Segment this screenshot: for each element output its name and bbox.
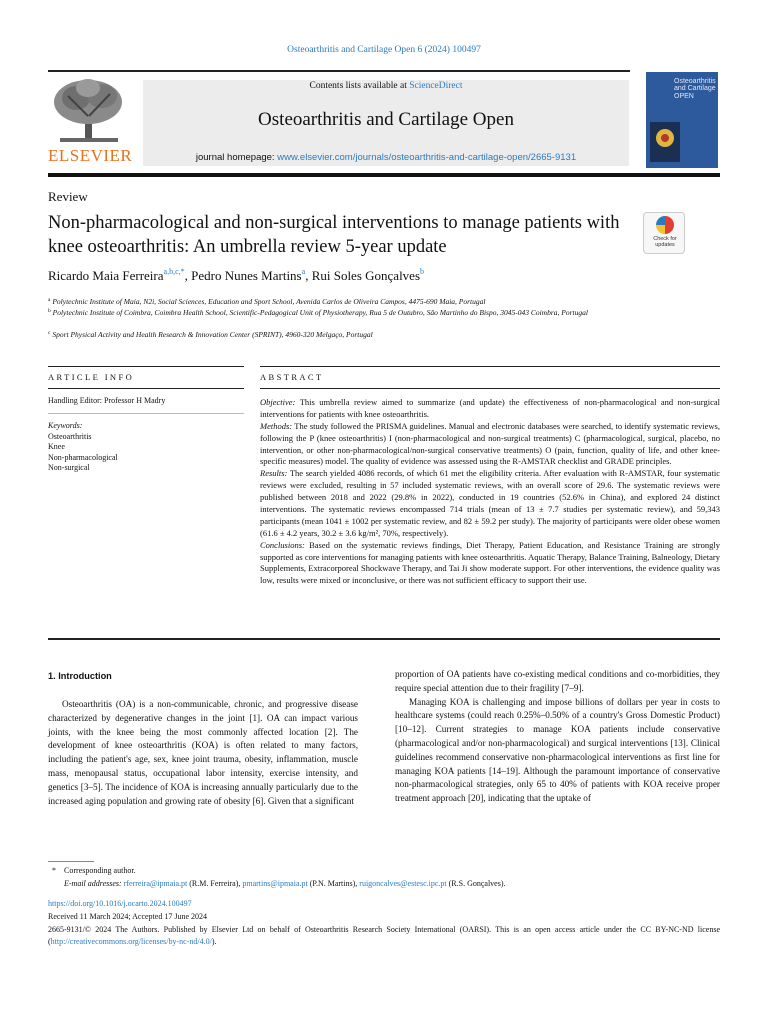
article-type: Review bbox=[48, 189, 88, 204]
section-heading: 1. Introduction bbox=[48, 671, 112, 681]
affiliation-marker: a bbox=[48, 297, 51, 303]
abstract-subrule bbox=[260, 388, 720, 389]
footnote-corresponding bbox=[48, 865, 720, 877]
author-affiliation-marker[interactable]: b bbox=[420, 267, 425, 276]
abstract-bottom-rule bbox=[48, 638, 720, 640]
license-notice bbox=[48, 924, 720, 947]
paragraph: proportion of OA patients have co-existing medical conditions and co-morbidities, they require special attention due to their fragility [7–9]. bbox=[395, 669, 720, 693]
journal-reference[interactable]: Osteoarthritis and Cartilage Open 6 (2024) 100497 bbox=[287, 45, 481, 55]
received-dates: Received 11 March 2024; Accepted 17 June 2024 bbox=[48, 912, 207, 921]
contents-prefix: Contents lists available at bbox=[309, 81, 407, 91]
header-rule bbox=[48, 173, 720, 177]
keyword: Osteoarthritis bbox=[48, 431, 92, 441]
article-info-heading: ARTICLE INFO bbox=[48, 372, 135, 382]
author-affiliation-marker[interactable]: a,b,c,* bbox=[163, 267, 185, 276]
abstract-objective-label: Objective: bbox=[260, 397, 296, 407]
affiliation-marker: b bbox=[48, 308, 51, 314]
top-rule bbox=[48, 70, 630, 72]
affiliation bbox=[48, 330, 668, 340]
journal-cover[interactable] bbox=[646, 72, 718, 168]
license-link[interactable]: http://creativecommons.org/licenses/by-nc-nd/4.0/ bbox=[50, 936, 212, 946]
publisher-name: ELSEVIER bbox=[48, 146, 133, 165]
paragraph: Osteoarthritis (OA) is a non-communicable, chronic, and progressive disease characterized by degenerative changes in the joint [1]. OA can impact various joints, with the knee being the most commonly affected location [2]. The development of knee osteoarthritis (KOA) is often related to many factors, including the patient's age, sex, knee joint trauma, obesity, inflammation, muscle mass, menopausal status, occupational labor intensity, exercise intensity, and genetics [3–5]. The incidence of KOA is increasing annually particularly due to the increased aging population and growing rate of obesity [6]. Given that a significant bbox=[48, 699, 358, 806]
handling-editor: Handling Editor: Professor H Madry bbox=[48, 396, 166, 405]
affiliation-marker: c bbox=[48, 330, 51, 336]
keyword: Non-surgical bbox=[48, 463, 90, 473]
abstract-results-text: The search yielded 4086 records, of which 61 met the eligibility criteria. After evaluation with R-AMSTAR, four systematic reviews were excluded, resulting in 57 included systematic reviews, with an overall score of 29.6. The systematic reviews were published between 2018 and 2022 (29.8% in 2022), conducted in 19 countries (52.6% in China), and explored 24 distinct interventions. The systematic reviews encompassed 714 trials (mean of 13 ± 7.7 studies per systematic review), and 59,343 participants (mean 1041 ± 1002 per systematic review, and 82 ± 59.2 per study). The majority of participants were older obese women (61.6 ± 4.2 years, 30.2 ± 3.6 kg/m², 70%, respectively). bbox=[260, 468, 720, 538]
cover-title: Osteoarthritis and Cartilage OPEN bbox=[674, 78, 716, 100]
abstract-results bbox=[260, 468, 720, 539]
abstract-methods-text: The study followed the PRISMA guidelines. Manual and electronic databases were searched, to identify systematic reviews, following the P (knee osteoarthritis) I (non-pharmacological and non-surgical treatments) C (pharmacological, surgical, placebo, no intervention, or other non-pharmacological/non-surgical conservative treatments) O (pain, function, quality of life, and other knee-specific measures) model. The quality of evidence was assessed using the R-AMSTAR checklist and GRADE principles. bbox=[260, 420, 720, 467]
keyword: Knee bbox=[48, 442, 65, 452]
abstract-results-label: Results: bbox=[260, 468, 288, 479]
footnote-emails bbox=[64, 878, 720, 890]
author-name[interactable]: Pedro Nunes Martins bbox=[191, 268, 302, 283]
abstract-methods bbox=[260, 421, 720, 469]
asterisk-marker: * bbox=[52, 866, 56, 875]
abstract-conclusions-label: Conclusions: bbox=[260, 539, 305, 550]
author-name[interactable]: Ricardo Maia Ferreira bbox=[48, 268, 164, 283]
affiliation-text: Polytechnic Institute of Maia, N2i, Social Sciences, Education and Sport School, Avenida Carlos de Oliveira Campos, 4475-690 Maia, Portugal bbox=[52, 297, 486, 306]
affiliation-text: Polytechnic Institute of Coimbra, Coimbra Health School, Scientific-Pedagogical Unit of Physiotherapy, Rua 5 de Outubro, São Martinho do Bispo, 3045-043 Coimbra, Portugal bbox=[52, 308, 588, 317]
keywords-label: Keywords: bbox=[48, 421, 83, 430]
homepage-prefix: journal homepage: bbox=[195, 152, 275, 163]
check-for-updates-label: Check for updates bbox=[653, 236, 677, 248]
license-end: ). bbox=[211, 936, 217, 946]
body-left-column bbox=[48, 698, 358, 808]
keywords-block bbox=[48, 421, 244, 474]
article-info-subrule bbox=[48, 388, 244, 389]
article-info-rule bbox=[48, 366, 244, 367]
sciencedirect-link[interactable]: ScienceDirect bbox=[409, 81, 463, 91]
paragraph: Managing KOA is challenging and impose billions of dollars per year in costs to healthcare systems (could reach 0.25%–0.50% of a country's Gross Domestic Product) [10–12]. Current strategies to manage KOA patients include conservative (pharmacological and/or non-pharmacological) and surgical interventions [13]. Clinical guidelines recommend conservative non-pharmacological interventions as first line for managing KOA patients [14–19]. Although the paramount importance of conservative non-pharmacological strategies, only 65 to 40% of patients with KOA receive proper treatment approach [20], indicating that the uptake of bbox=[395, 696, 720, 804]
email-label: E-mail addresses: bbox=[64, 879, 122, 888]
abstract-conclusions bbox=[260, 540, 720, 588]
author-affiliation-marker[interactable]: a bbox=[301, 267, 306, 276]
abstract-conclusions-text: Based on the systematic reviews findings, Diet Therapy, Patient Education, and Resistance Training are strongly supported as core interventions for managing patients with knee osteoarthritis. Aquatic Therapy, Balance Training, Balneology, Dietary Supplements, Extracorporeal Shockwave Therapy, and Tai Ji show moderate support. For other interventions, the evidence quality was low, results were mixed or inconclusive, or there was not sufficient efficacy to support their use. bbox=[260, 539, 721, 586]
author-name[interactable]: Rui Soles Gonçalves bbox=[311, 268, 421, 283]
abstract-heading: ABSTRACT bbox=[260, 372, 324, 382]
email-link[interactable]: rferreira@ipmaia.pt bbox=[123, 879, 188, 888]
abstract-rule bbox=[260, 366, 720, 367]
doi-link[interactable]: https://doi.org/10.1016/j.ocarto.2024.100497 bbox=[48, 899, 192, 908]
elsevier-logo[interactable] bbox=[48, 76, 133, 166]
abstract-objective-text: This umbrella review aimed to summarize (and update) the effectiveness of non-pharmacological and non-surgical interventions for patients with knee osteoarthritis. bbox=[260, 397, 720, 419]
email-owner: (R.M. Ferreira), bbox=[189, 879, 241, 888]
contents-line bbox=[143, 81, 629, 91]
corresponding-label: Corresponding author. bbox=[64, 866, 136, 875]
crossmark-icon bbox=[656, 216, 674, 234]
abstract-objective bbox=[260, 397, 720, 421]
tree-icon bbox=[48, 76, 130, 146]
author-list: Ricardo Maia Ferreira$^{a,b,c,*}$, Pedro Nunes Martins$^a$, Rui Soles Gonçalves$^b$ bbox=[48, 267, 425, 283]
keyword: Non-pharmacological bbox=[48, 452, 118, 462]
footnote-rule bbox=[48, 861, 94, 862]
email-link[interactable]: ruigoncalves@estesc.ipc.pt bbox=[359, 879, 447, 888]
abstract-methods-label: Methods: bbox=[260, 420, 293, 431]
keywords-rule bbox=[48, 413, 244, 414]
body-right-column bbox=[395, 668, 720, 806]
affiliation bbox=[48, 297, 668, 307]
check-for-updates-button[interactable] bbox=[643, 212, 685, 254]
article-title: Non-pharmacological and non-surgical interventions to manage patients with knee osteoarthritis: An umbrella review 5-year update bbox=[48, 213, 620, 258]
email-owner: (P.N. Martins), bbox=[309, 879, 358, 888]
license-text: 2665-9131/© 2024 The Authors. Published by Elsevier Ltd on behalf of Osteoarthritis Research Society International (OARSI). This is an open access article under the CC BY-NC-ND license ( bbox=[48, 925, 720, 946]
affiliation bbox=[48, 308, 668, 318]
email-owner: (R.S. Gonçalves). bbox=[448, 879, 506, 888]
abstract-body bbox=[260, 397, 720, 587]
journal-homepage bbox=[143, 152, 629, 163]
homepage-link[interactable]: www.elsevier.com/journals/osteoarthritis-and-cartilage-open/2665-9131 bbox=[277, 152, 577, 163]
journal-title: Osteoarthritis and Cartilage Open bbox=[258, 109, 514, 130]
email-link[interactable]: pmartins@ipmaia.pt bbox=[242, 879, 308, 888]
affiliation-text: Sport Physical Activity and Health Research & Innovation Center (SPRINT), 4960-320 Melgaço, Portugal bbox=[52, 330, 373, 339]
